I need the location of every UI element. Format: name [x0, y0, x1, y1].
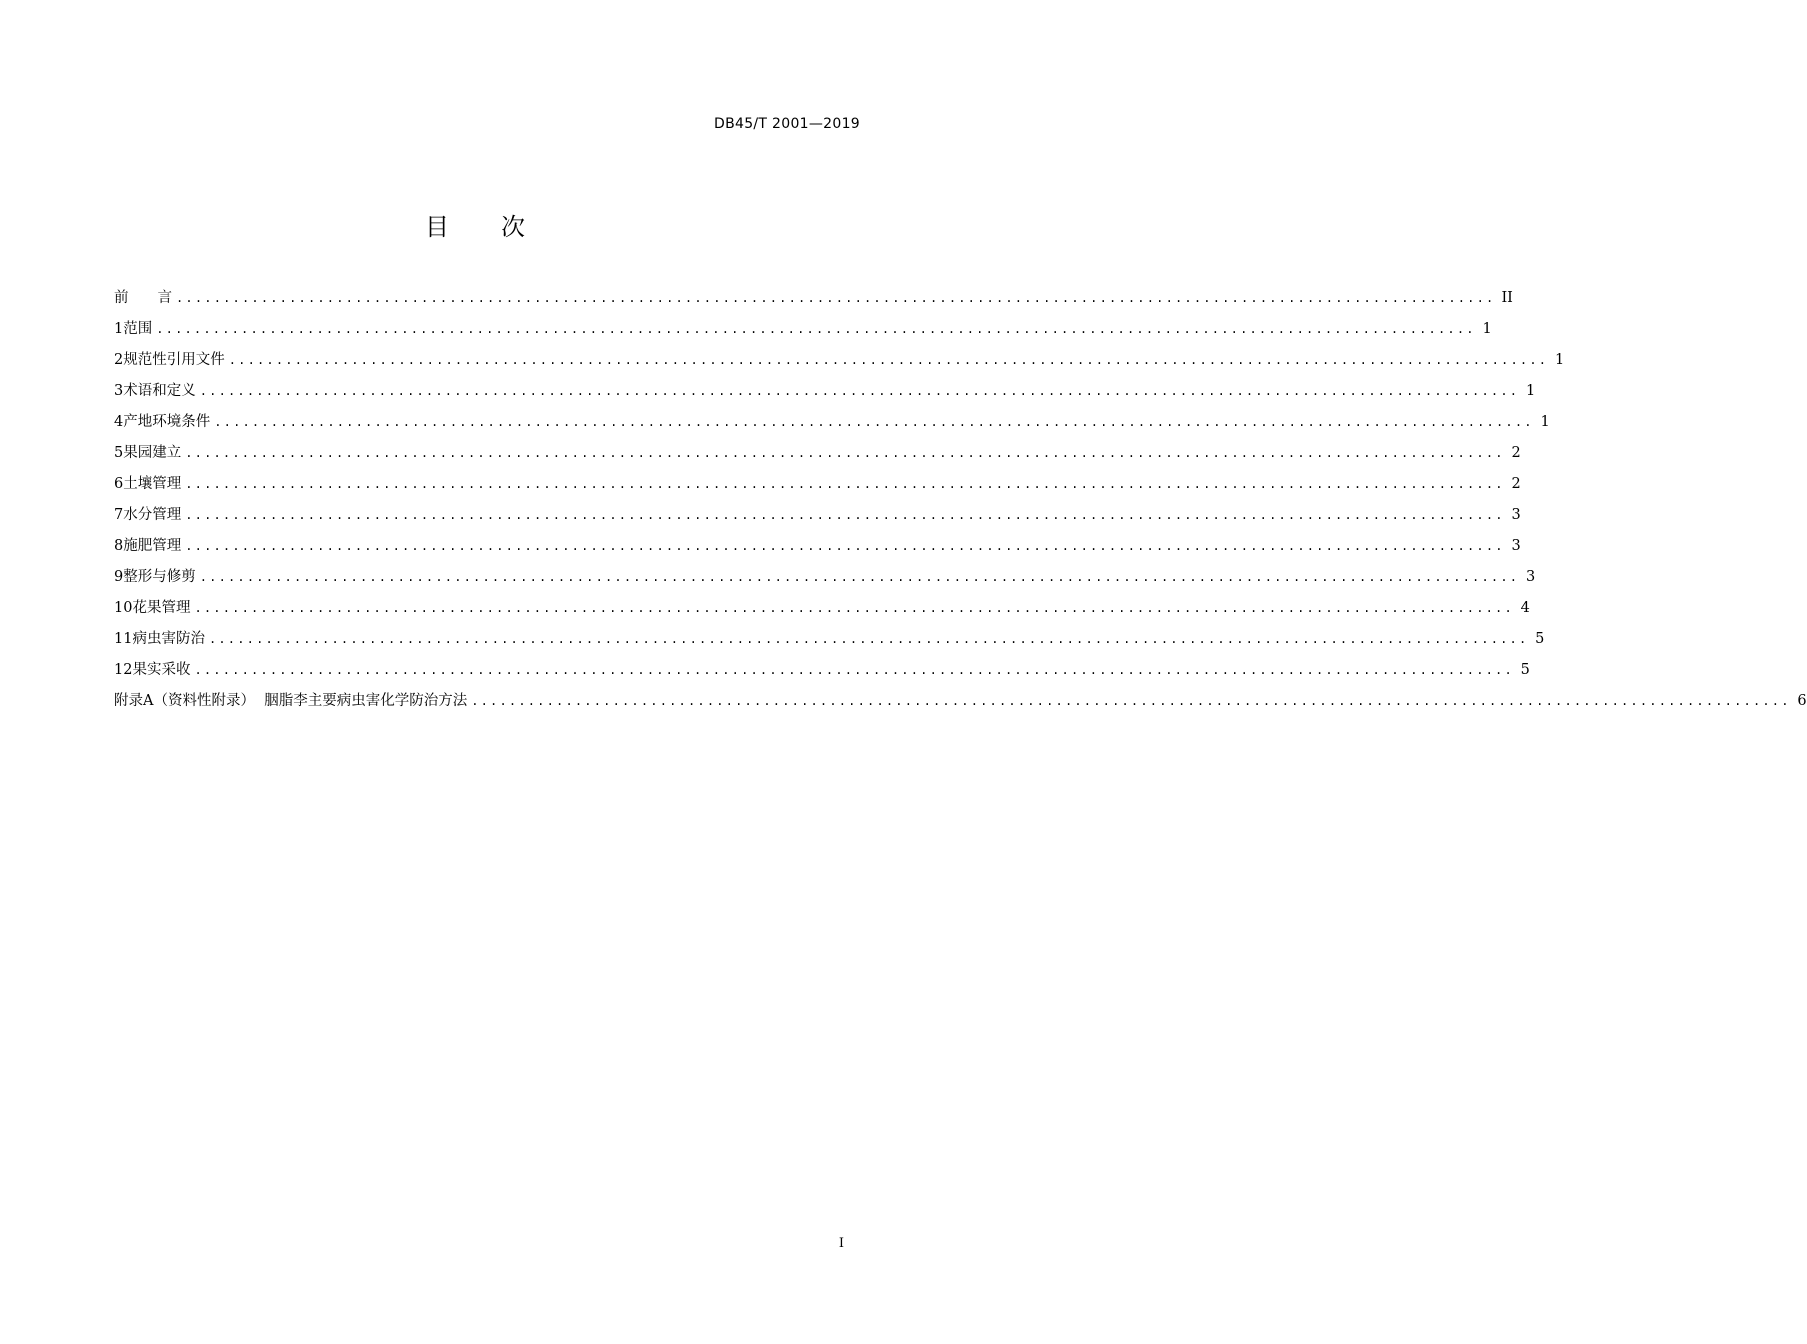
toc-entry-text: 果实采收 [132, 662, 191, 678]
toc-leader: ............................................................................................................................................ [199, 384, 1520, 398]
toc-leader: ............................................................................................................................................ [194, 601, 1514, 615]
toc-leader: ............................................................................................................................................ [176, 291, 1496, 305]
toc-entry-text: 病虫害防治 [132, 631, 205, 647]
toc-entry-number: 4 [114, 414, 124, 430]
toc-entry-page: II [1501, 290, 1513, 306]
toc-entry-6[interactable] [114, 472, 1521, 503]
toc-entry-page: 1 [1482, 321, 1492, 337]
toc-leader: ............................................................................................................................................ [185, 539, 1505, 553]
toc-entry-number: 3 [114, 383, 124, 399]
toc-leader: ............................................................................................................................................ [185, 446, 1505, 460]
toc-leader: ............................................................................................................................................ [199, 570, 1520, 584]
toc-entry-8[interactable] [114, 534, 1521, 565]
toc-entry-text: 规范性引用文件 [123, 352, 225, 368]
toc-entry-text: 土壤管理 [123, 476, 182, 492]
toc-entry-text: 整形与修剪 [123, 569, 196, 585]
toc-entry-text: 产地环境条件 [123, 414, 211, 430]
toc-entry-page: 3 [1525, 569, 1536, 585]
toc-entry-12[interactable] [114, 658, 1530, 689]
toc-entry-page: 1 [1540, 414, 1550, 430]
toc-entry-number: 10 [114, 600, 133, 616]
toc-list [114, 286, 1807, 720]
toc-entry-page: 2 [1511, 445, 1521, 461]
toc-entry-text: 施肥管理 [123, 538, 182, 554]
toc-leader: ............................................................................................................................................ [214, 415, 1534, 429]
toc-entry-number: 9 [114, 569, 124, 585]
toc-entry-appendix-a[interactable] [114, 689, 1807, 720]
toc-entry-number: 8 [114, 538, 124, 554]
toc-leader: ............................................................................................................................................ [471, 694, 1791, 708]
toc-entry-2[interactable] [114, 348, 1565, 379]
toc-entry-number: 5 [114, 445, 124, 461]
toc-entry-9[interactable] [114, 565, 1536, 596]
toc-entry-5[interactable] [114, 441, 1521, 472]
toc-entry-text: 前 言 [114, 290, 172, 306]
toc-entry-page: 2 [1511, 476, 1521, 492]
toc-entry-foreword[interactable] [114, 286, 1513, 317]
toc-entry-page: 6 [1797, 693, 1807, 709]
toc-leader: ............................................................................................................................................ [194, 663, 1514, 677]
toc-entry-page: 3 [1511, 507, 1521, 523]
page-number: I [838, 1236, 844, 1251]
toc-entry-page: 3 [1511, 538, 1521, 554]
toc-title-char-2: 次 [501, 213, 525, 241]
toc-entry-11[interactable] [114, 627, 1545, 658]
toc-leader: ............................................................................................................................................ [156, 322, 1476, 336]
document-code: DB45/T 2001—2019 [714, 116, 860, 132]
toc-entry-1[interactable] [114, 317, 1492, 348]
toc-title [0, 207, 950, 242]
toc-entry-number: 6 [114, 476, 124, 492]
toc-leader: ............................................................................................................................................ [228, 353, 1549, 367]
toc-entry-number: 1 [114, 321, 124, 337]
toc-entry-number: 11 [114, 631, 133, 647]
toc-entry-page: 4 [1520, 600, 1530, 616]
toc-entry-number: 12 [114, 662, 133, 678]
toc-entry-number: 2 [114, 352, 124, 368]
toc-title-char-1: 目 [425, 213, 449, 241]
toc-leader: ............................................................................................................................................ [185, 477, 1505, 491]
toc-entry-text: 果园建立 [123, 445, 182, 461]
toc-entry-text: 花果管理 [132, 600, 191, 616]
toc-entry-3[interactable] [114, 379, 1536, 410]
toc-entry-number: 7 [114, 507, 124, 523]
toc-entry-text: 范围 [123, 321, 153, 337]
toc-entry-page: 1 [1525, 383, 1536, 399]
toc-entry-page: 5 [1535, 631, 1545, 647]
toc-entry-4[interactable] [114, 410, 1550, 441]
toc-entry-page: 1 [1554, 352, 1565, 368]
toc-entry-text: 术语和定义 [123, 383, 196, 399]
toc-entry-text: 附录A（资料性附录） 胭脂李主要病虫害化学防治方法 [114, 693, 468, 709]
toc-entry-10[interactable] [114, 596, 1530, 627]
toc-entry-text: 水分管理 [123, 507, 182, 523]
toc-leader: ............................................................................................................................................ [208, 632, 1529, 646]
toc-entry-7[interactable] [114, 503, 1521, 534]
toc-leader: ............................................................................................................................................ [185, 508, 1505, 522]
toc-entry-page: 5 [1520, 662, 1530, 678]
